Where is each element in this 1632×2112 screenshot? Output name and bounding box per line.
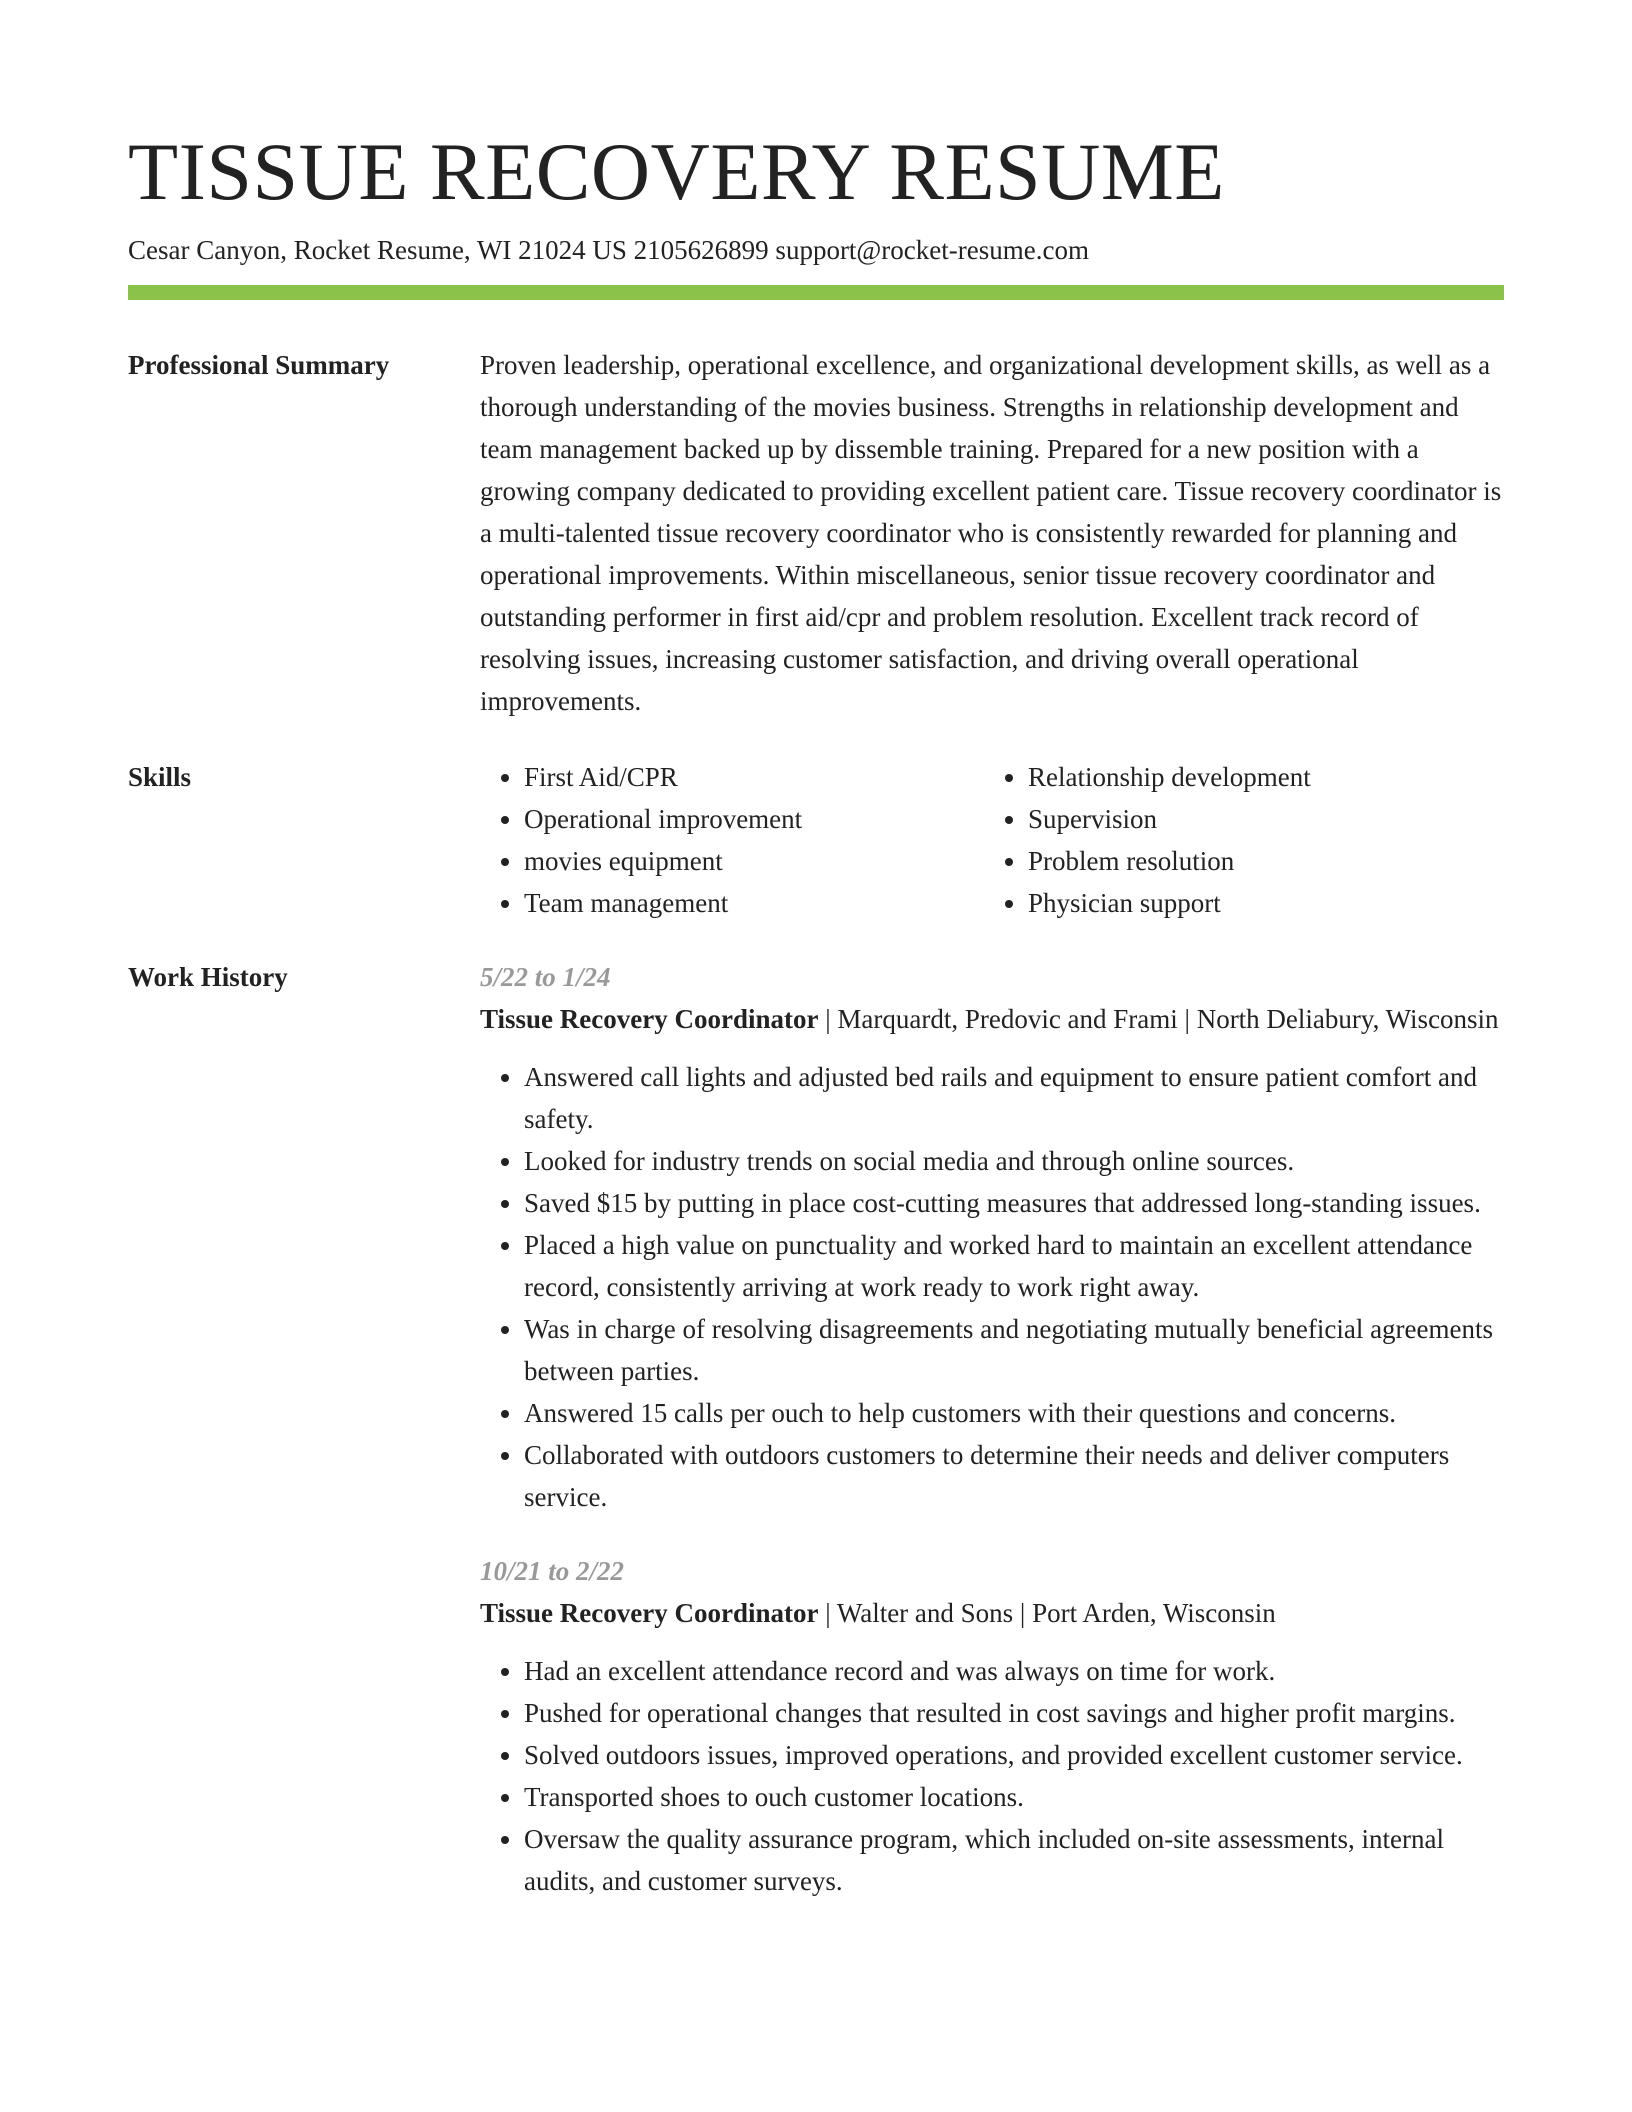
job-employer-location: | Marquardt, Predovic and Frami | North Deliabury, Wisconsin: [818, 1004, 1499, 1034]
summary-text: Proven leadership, operational excellence, and organizational development skills, as well as a thorough understanding of the movies business. Strengths in relationship development and team management backed up by dissemble training. Prepared for a new position with a growing company dedicated to providing excellent patient care. Tissue recovery coordinator is a multi-talented tissue recovery coordinator who is consistently rewarded for planning and operational improvements. Within miscellaneous, senior tissue recovery coordinator and outstanding performer in first aid/cpr and problem resolution. Excellent track record of resolving issues, increasing customer satisfaction, and driving overall operational improvements.: [480, 350, 1502, 716]
skills-column-right: [984, 756, 1488, 924]
job-bullet: • Solved outdoors issues, improved operations, and provided excellent customer service.: [524, 1734, 1504, 1776]
job-bullet: • Saved $15 by putting in place cost-cutting measures that addressed long-standing issues.: [524, 1182, 1504, 1224]
job-title: Tissue Recovery Coordinator: [480, 1598, 819, 1628]
work-history-heading: Work History: [128, 962, 288, 992]
skills-grid: [480, 756, 1504, 924]
job-bullet: • Collaborated with outdoors customers to determine their needs and deliver computers service.: [524, 1434, 1504, 1518]
job-bullet: • Answered 15 calls per ouch to help customers with their questions and concerns.: [524, 1392, 1504, 1434]
job-bullets: [480, 1056, 1504, 1518]
skills-column-left: [480, 756, 984, 924]
skills-heading: Skills: [128, 762, 192, 792]
job-title: Tissue Recovery Coordinator: [480, 1004, 819, 1034]
job-dates: 10/21 to 2/22: [480, 1556, 625, 1586]
skills-body: [480, 756, 1504, 924]
job-bullet: • Was in charge of resolving disagreements and negotiating mutually beneficial agreements between parties.: [524, 1308, 1504, 1392]
work-history-body: [480, 956, 1504, 1902]
accent-divider: [128, 285, 1504, 300]
job-bullet: • Oversaw the quality assurance program, which included on-site assessments, internal audits, and customer surveys.: [524, 1818, 1504, 1902]
summary-heading: Professional Summary: [128, 350, 390, 380]
skill-item: • Problem resolution: [1028, 840, 1488, 882]
skill-item: • Operational improvement: [524, 798, 984, 840]
job-bullet: • Pushed for operational changes that resulted in cost savings and higher profit margins.: [524, 1692, 1504, 1734]
job-bullets: [480, 1650, 1504, 1902]
job-heading: [480, 998, 1504, 1040]
job-bullet: • Placed a high value on punctuality and worked hard to maintain an excellent attendance record, consistently arriving at work ready to work right away.: [524, 1224, 1504, 1308]
summary-body: [480, 344, 1504, 722]
skill-item: • Physician support: [1028, 882, 1488, 924]
skill-item: • Relationship development: [1028, 756, 1488, 798]
job-bullet: • Answered call lights and adjusted bed rails and equipment to ensure patient comfort and safety.: [524, 1056, 1504, 1140]
skills-list-left: [480, 756, 984, 924]
job-dates: 5/22 to 1/24: [480, 962, 611, 992]
job-employer-location: | Walter and Sons | Port Arden, Wisconsin: [818, 1598, 1276, 1628]
skill-item: • movies equipment: [524, 840, 984, 882]
job-entry: [480, 956, 1504, 1518]
resume-title: TISSUE RECOVERY RESUME: [128, 126, 1225, 217]
job-bullet: • Transported shoes to ouch customer locations.: [524, 1776, 1504, 1818]
skill-item: • First Aid/CPR: [524, 756, 984, 798]
skill-item: • Supervision: [1028, 798, 1488, 840]
skills-list-right: [984, 756, 1488, 924]
job-heading: [480, 1592, 1504, 1634]
skill-item: • Team management: [524, 882, 984, 924]
job-entry: [480, 1550, 1504, 1902]
contact-line: Cesar Canyon, Rocket Resume, WI 21024 US 2105626899 support@rocket-resume.com: [128, 235, 1089, 265]
job-bullet: • Looked for industry trends on social media and through online sources.: [524, 1140, 1504, 1182]
job-bullet: • Had an excellent attendance record and was always on time for work.: [524, 1650, 1504, 1692]
